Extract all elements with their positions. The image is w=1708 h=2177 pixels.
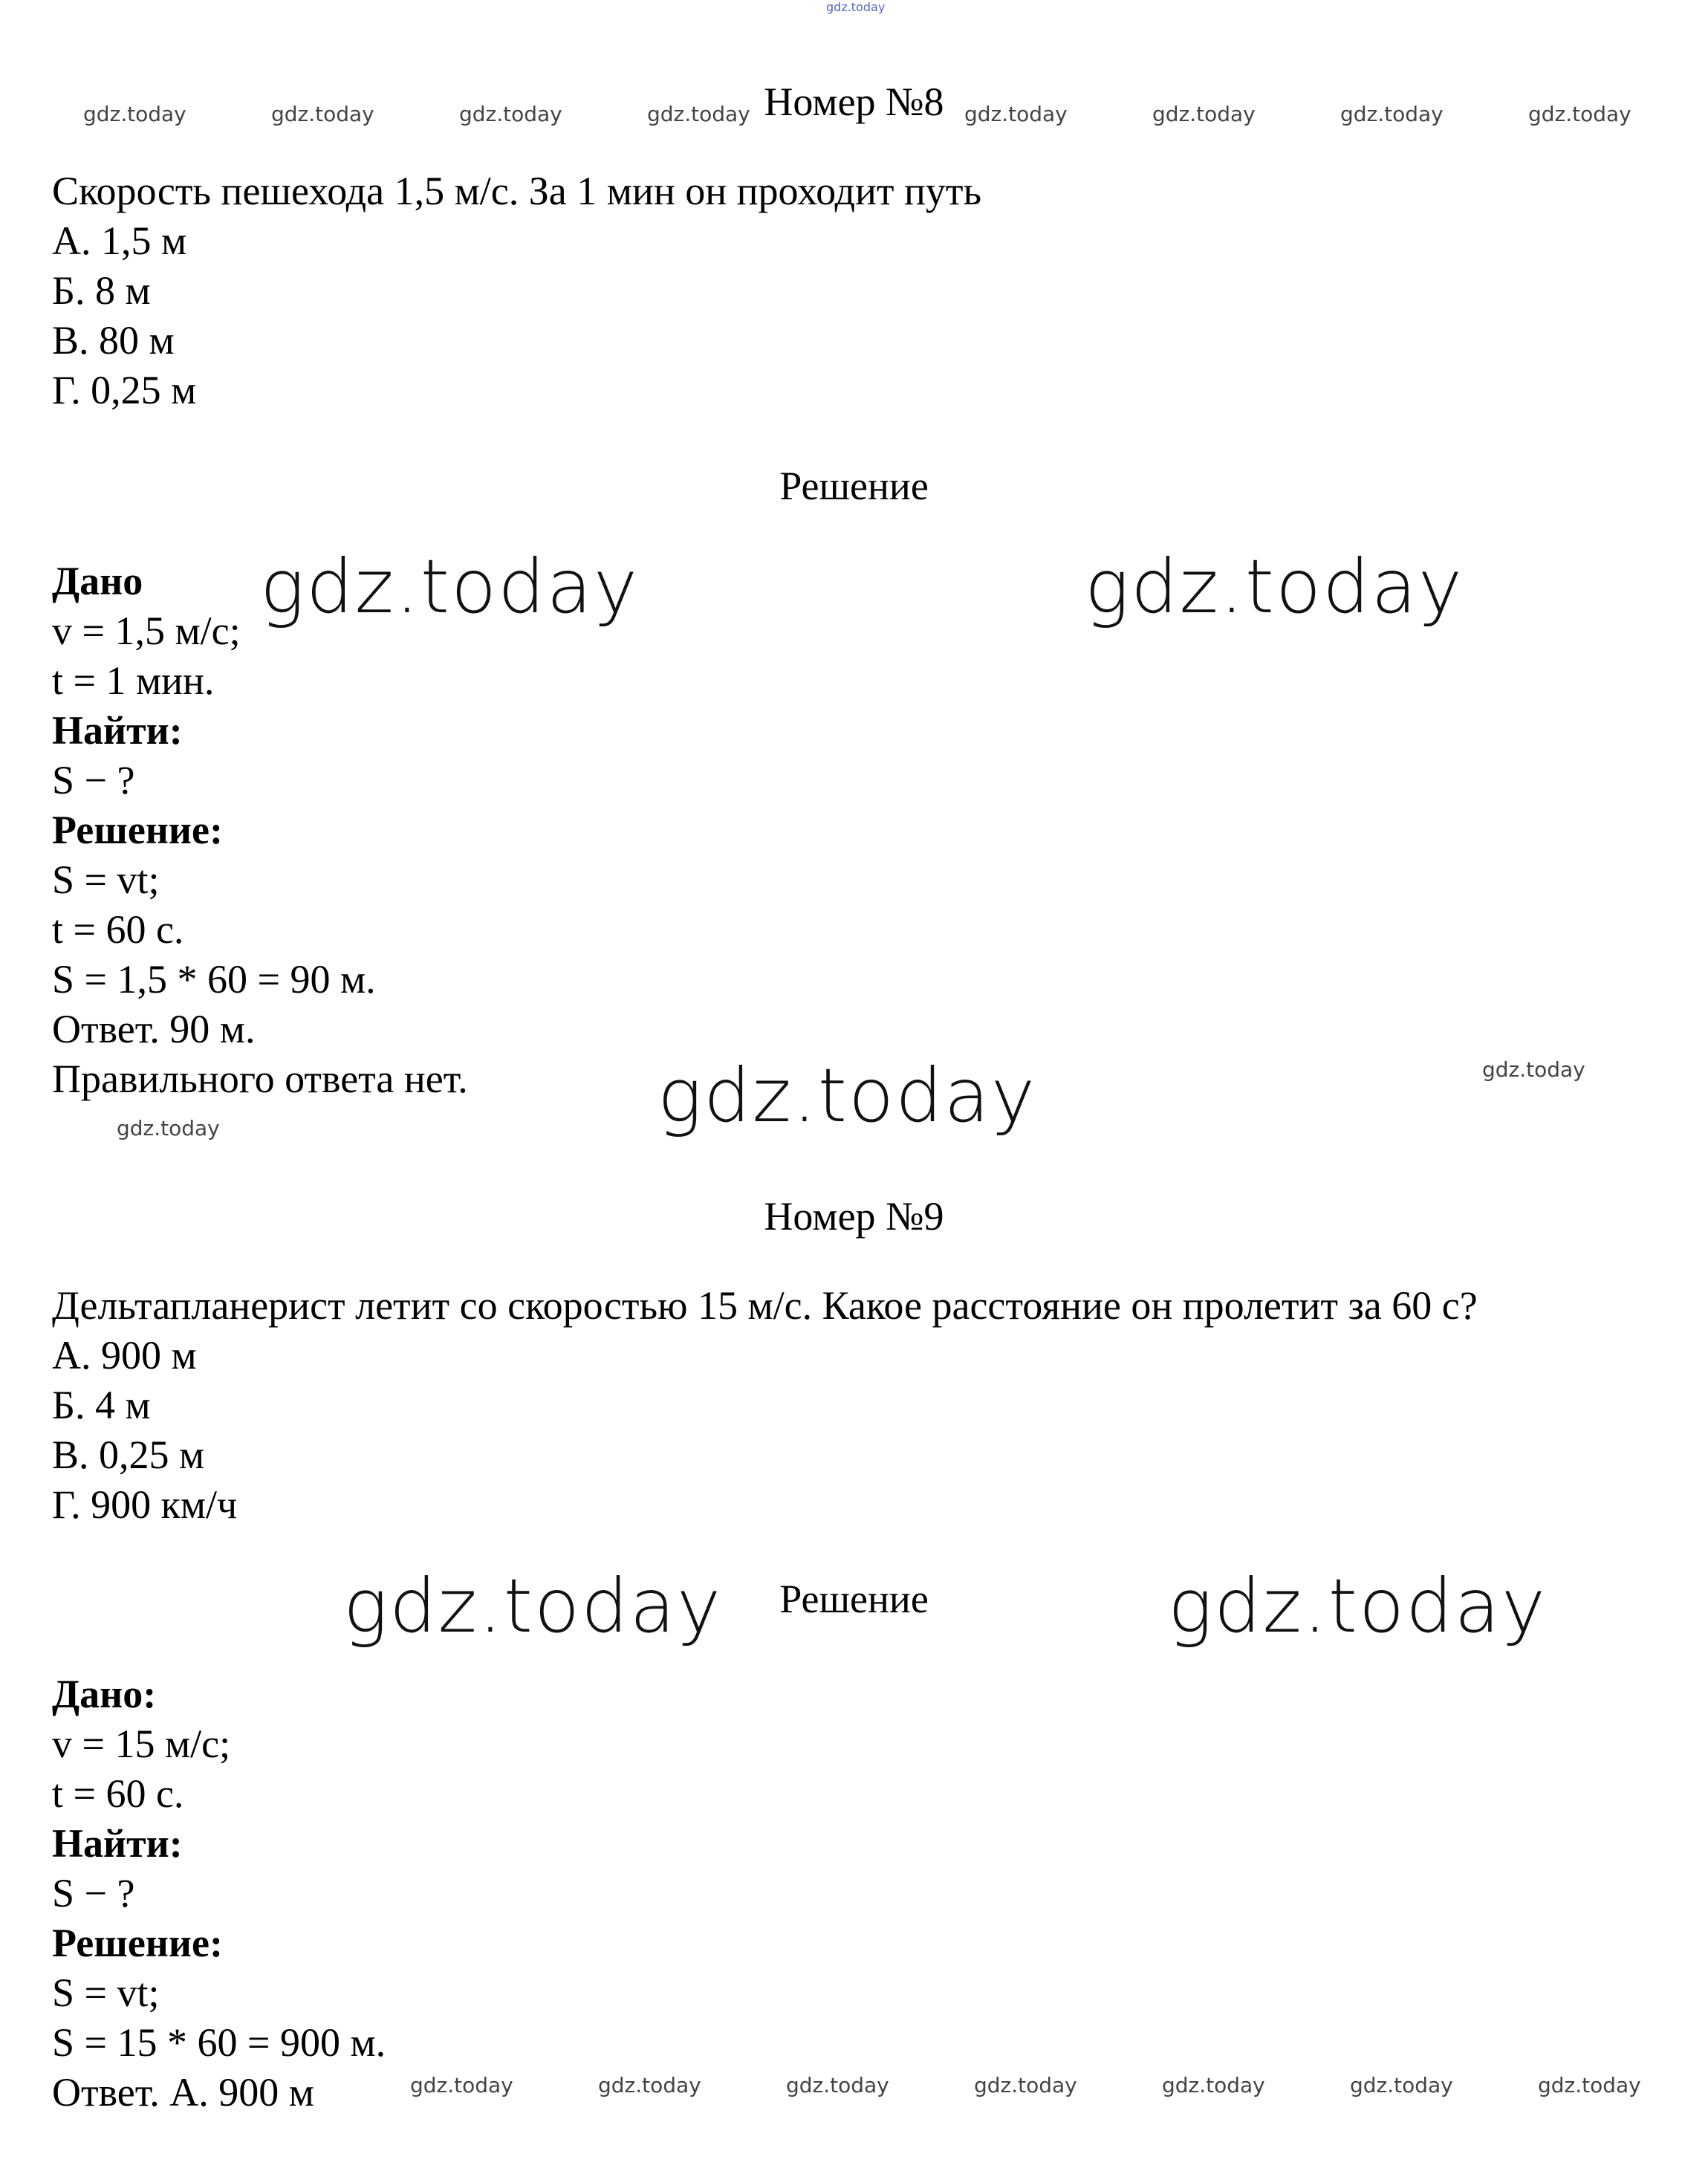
watermark: gdz.today <box>1538 2073 1641 2097</box>
problem9-given-v: v = 15 м/с; <box>52 1722 231 1766</box>
problem9-find: S − ? <box>52 1871 135 1915</box>
problem9-step: S = 15 * 60 = 900 м. <box>52 2020 386 2065</box>
watermark: gdz.today <box>1528 102 1631 126</box>
problem8-step: S = 1,5 * 60 = 90 м. <box>52 957 376 1002</box>
problem9-question: Дельтапланерист летит со скоростью 15 м/с. Какое расстояние он пролетит за 60 с? <box>52 1283 1478 1328</box>
watermark: gdz.today <box>117 1116 220 1141</box>
problem8-find-label: Найти: <box>52 708 183 753</box>
watermark: gdz.today <box>271 102 374 126</box>
problem8-given-label: Дано <box>52 559 143 603</box>
problem8-option-a: А. 1,5 м <box>52 218 187 263</box>
problem9-answer: Ответ. А. 900 м <box>52 2070 314 2115</box>
problem9-given-label: Дано: <box>52 1672 157 1716</box>
watermark: gdz.today <box>1340 102 1444 126</box>
watermark: gdz.today <box>1162 2073 1265 2097</box>
problem9-option-b: Б. 4 м <box>52 1383 151 1427</box>
watermark: gdz.today <box>598 2073 701 2097</box>
watermark: gdz.today <box>1152 102 1256 126</box>
problem9-option-d: Г. 900 км/ч <box>52 1482 238 1527</box>
problem8-find: S − ? <box>52 758 135 802</box>
problem8-note: Правильного ответа нет. <box>52 1057 468 1101</box>
watermark: gdz.today <box>410 2073 513 2097</box>
problem9-solution-heading: Решение <box>779 1577 929 1621</box>
watermark: gdz.today <box>974 2073 1077 2097</box>
problem8-step: S = vt; <box>52 857 160 902</box>
watermark: gdz.today <box>964 102 1068 126</box>
problem9-option-c: В. 0,25 м <box>52 1433 205 1477</box>
watermark: gdz.today <box>786 2073 889 2097</box>
problem8-question: Скорость пешехода 1,5 м/с. За 1 мин он проходит путь <box>52 169 982 213</box>
watermark-large: gdz.today <box>1168 1563 1548 1649</box>
watermark-logo: gdz.today <box>826 0 886 14</box>
problem8-solution-heading: Решение <box>779 464 929 508</box>
watermark-large: gdz.today <box>260 543 640 630</box>
problem8-option-c: В. 80 м <box>52 318 175 363</box>
problem9-step: S = vt; <box>52 1970 160 2015</box>
watermark-large: gdz.today <box>343 1563 723 1649</box>
problem9-given-t: t = 60 с. <box>52 1771 184 1816</box>
problem9-find-label: Найти: <box>52 1821 183 1866</box>
watermark-large: gdz.today <box>1085 543 1464 630</box>
problem8-given-v: v = 1,5 м/с; <box>52 609 241 653</box>
watermark: gdz.today <box>459 102 562 126</box>
problem8-title: Номер №8 <box>764 80 944 124</box>
watermark: gdz.today <box>83 102 186 126</box>
problem9-title: Номер №9 <box>764 1194 944 1239</box>
problem9-option-a: А. 900 м <box>52 1333 197 1378</box>
watermark: gdz.today <box>1482 1057 1585 1082</box>
problem8-given-t: t = 1 мин. <box>52 658 215 703</box>
problem8-answer: Ответ. 90 м. <box>52 1007 256 1051</box>
problem8-step: t = 60 с. <box>52 907 184 952</box>
problem9-solution-label: Решение: <box>52 1921 223 1965</box>
problem8-option-d: Г. 0,25 м <box>52 368 197 412</box>
watermark: gdz.today <box>1350 2073 1453 2097</box>
problem8-option-b: Б. 8 м <box>52 268 151 313</box>
problem8-solution-label: Решение: <box>52 808 223 852</box>
watermark-large: gdz.today <box>657 1052 1037 1139</box>
watermark: gdz.today <box>647 102 750 126</box>
